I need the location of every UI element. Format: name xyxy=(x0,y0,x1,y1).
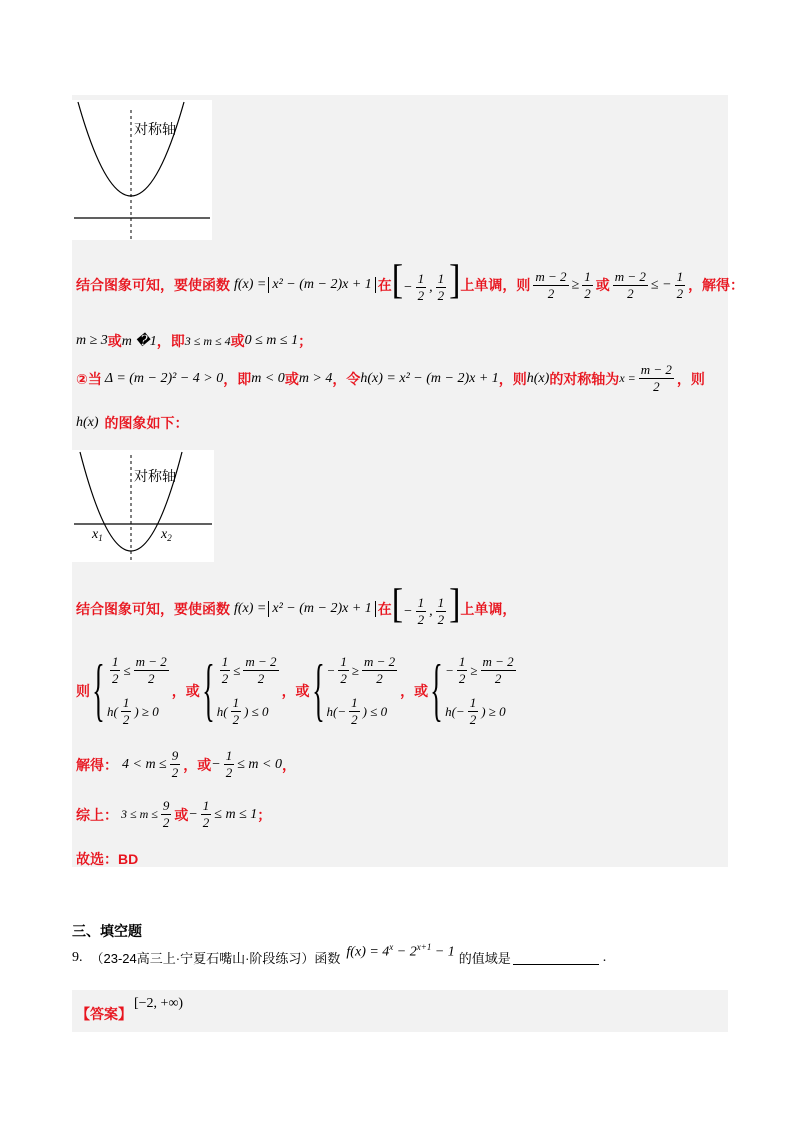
answer-choice: 故选：BD xyxy=(76,851,139,867)
para-4: h(x) 的图象如下： xyxy=(76,415,189,431)
axis-label-1: 对称轴 xyxy=(134,123,176,138)
answer-line xyxy=(76,996,183,1024)
para-3: ②当 Δ = (m − 2)² − 4 > 0 ，即 m < 0 或 m > 4 ，令 h(x) = x² − (m − 2)x + 1 ，则 h(x) 的对称轴为 x = $\frac{m - 2}{2}$ ，则 xyxy=(76,362,705,394)
answer-label: 【答案】 xyxy=(76,1006,132,1022)
parabola-graph-1 xyxy=(72,100,212,240)
svg-text:x2: $x_2$ xyxy=(161,527,172,543)
svg-text:x1: $x_1$ xyxy=(92,527,103,543)
para-7: 解得： 4 < m ≤ $\frac{9}{2}$ ，或 − $\frac{1}{2}$ ≤ m < 0 ， xyxy=(76,748,296,780)
para-8: 综上： 3 ≤ m ≤ $\frac{9}{2}$ 或 − $\frac{1}{2}$ ≤ m ≤ 1 ； xyxy=(76,798,272,830)
answer-value: [−2, +∞) xyxy=(134,996,184,1011)
system-3: { − $\frac{1}{2}$ ≥ $\frac{m - 2}{2}$ h(− $\frac{1}{2}$ ) ≤ 0 xyxy=(311,651,396,729)
para-1: 结合图象可知，要使函数 f(x) = x² − (m − 2)x + 1 在 [− $\frac{1}{2}$ , $\frac{1}{2}$ ] 上单调，则 $\frac{m - 2}{2}$ ≥ $\frac{1}{2}$ 或 $\frac{m - 2}{2}$ ≤ − $\frac{1}{2}$ ，解得： xyxy=(76,258,745,304)
parabola-graph-2 xyxy=(72,450,214,562)
section-title: 三、填空题 xyxy=(72,923,142,939)
para-5: 结合图象可知，要使函数 f(x) = x² − (m − 2)x + 1 在 [− $\frac{1}{2}$ , $\frac{1}{2}$ ] 上单调， xyxy=(76,582,517,628)
question-9: 9. （23-24高三上·宁夏石嘴山·阶段练习）函数 $f(x) = 4^x - 2^{x+1} - 1$ 的值域是 . xyxy=(72,942,607,966)
axis-label-2: 对称轴 xyxy=(134,470,176,485)
system-2: { $\frac{1}{2}$ ≤ $\frac{m - 2}{2}$ h( $\frac{1}{2}$ ) ≤ 0 xyxy=(202,651,277,729)
answer-blank[interactable] xyxy=(513,950,599,965)
para-2: m ≥ 3 或 m �1 ，即 3 ≤ m ≤ 4 或 0 ≤ m ≤ 1 ； xyxy=(76,333,313,349)
system-4: { − $\frac{1}{2}$ ≥ $\frac{m - 2}{2}$ h(− $\frac{1}{2}$ ) ≥ 0 xyxy=(430,651,514,729)
para-6: 则 { $\frac{1}{2}$ ≤ $\frac{m - 2}{2}$ h( $\frac{1}{2}$ ) ≥ 0 ，或 { $\frac{1}{2}$ ≤ $\frac{m - 2}{2}$ h( $\frac{1}{2}$ ) ≤ 0 ，或 { − $\frac{1}{2}$ ≥ $\frac{m - 2}{2}$ h(− $\frac{1}{2}$ ) ≤ 0 ，或 { − $\frac{1}{2}$ ≥ $\frac{m - 2}{2}$ h(− $\frac{1}{2}$ ) ≥ 0 xyxy=(76,654,519,728)
system-1: { $\frac{1}{2}$ ≤ $\frac{m - 2}{2}$ h( $\frac{1}{2}$ ) ≥ 0 xyxy=(92,651,167,729)
